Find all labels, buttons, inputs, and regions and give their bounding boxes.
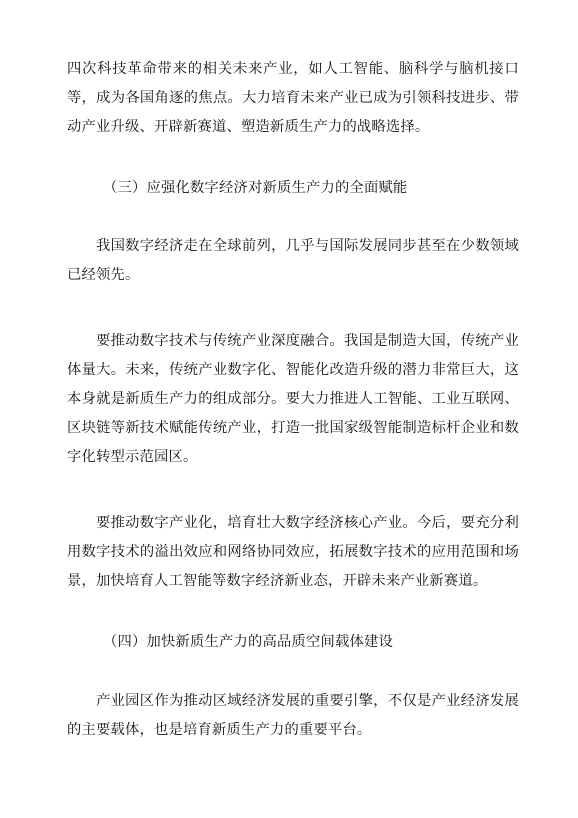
body-paragraph-4: 要推动数字产业化，培育壮大数字经济核心产业。今后，要充分利用数字技术的溢出效应和网络协同效应，拓展数字技术的应用范围和场景，加快培育人工智能等数字经济新业态，开辟未来产业新赛道。 <box>67 515 519 589</box>
section-heading-3: （三）应强化数字经济对新质生产力的全面赋能 <box>103 180 408 196</box>
body-paragraph-5: 产业园区作为推动区域经济发展的重要引擎，不仅是产业经济发展的主要载体，也是培育新质生产力的重要平台。 <box>67 693 519 738</box>
body-paragraph-3: 要推动数字技术与传统产业深度融合。我国是制造大国，传统产业体量大。未来，传统产业数字化、智能化改造升级的潜力非常巨大，这本身就是新质生产力的组成部分。要大力推进人工智能、工业互联网、区块链等新技术赋能传统产业，打造一批国家级智能制造标杆企业和数字化转型示范园区。 <box>67 333 519 465</box>
section-heading-4: （四）加快新质生产力的高品质空间载体建设 <box>103 634 393 650</box>
body-paragraph-1: 四次科技革命带来的相关未来产业，如人工智能、脑科学与脑机接口等，成为各国角逐的焦点。大力培育未来产业已成为引领科技进步、带动产业升级、开辟新赛道、塑造新质生产力的战略选择。 <box>67 61 519 135</box>
body-paragraph-2: 我国数字经济走在全球前列，几乎与国际发展同步甚至在少数领域已经领先。 <box>67 238 519 283</box>
